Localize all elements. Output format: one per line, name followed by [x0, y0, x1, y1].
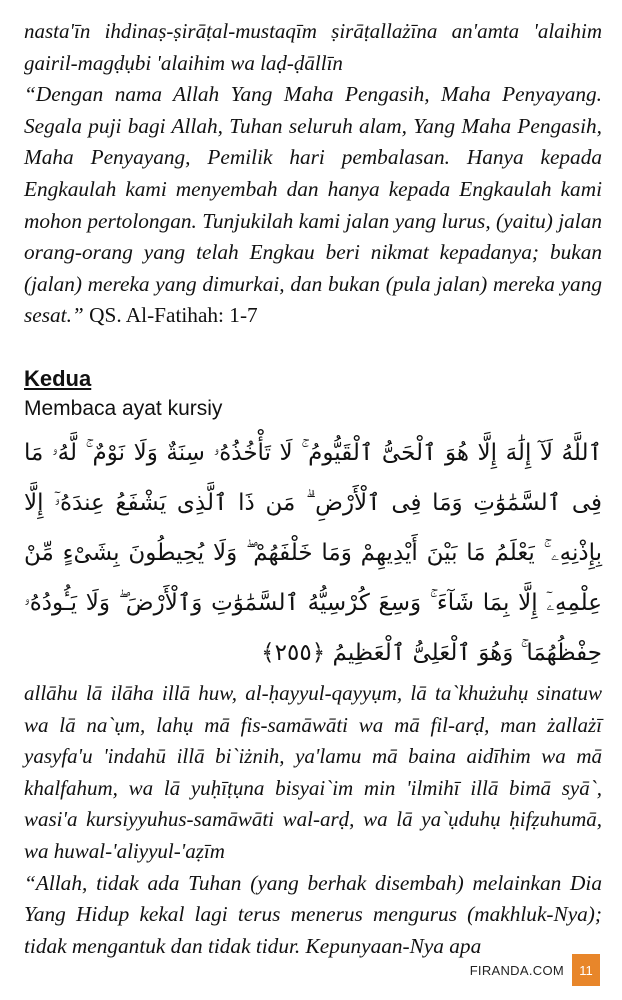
section-gap	[24, 332, 602, 364]
ayat-kursi-translation-start: “Allah, tidak ada Tuhan (yang berhak disembah) melainkan Dia Yang Hidup kekal lagi terus menerus mengurus (makhluk-Nya); tidak mengantuk dan tidak tidur. Kepunyaan-Nya apa	[24, 870, 602, 958]
page-footer	[470, 954, 600, 986]
fatihah-reference: QS. Al-Fatihah: 1-7	[89, 303, 258, 328]
ayat-kursi-transliteration: allāhu lā ilāha illā huw, al-ḥayyul-qayyụm, lā ta`khużuhụ sinatuw wa lā na`ụm, lahụ mā fis-samāwāti wa mā fil-arḍ, man żallażī yasyfa'u 'indahū illā bi`iżnih, ya'lamu mā baina aidīhim wa mā khalfahum, wa lā yuḥīṭụna bisyai`im min 'ilmihī illā bimā syā`, wasi'a kursiyyuhus-samāwāti wal-arḍ, wa lā ya`ụduhụ ḥifẓuhumā, wa huwal-'aliyyul-'aẓīm	[24, 680, 602, 863]
fatihah-translation	[24, 79, 602, 332]
section-subheading: Membaca ayat kursiy	[24, 396, 223, 420]
fatihah-transliteration-end: nasta'īn ihdinaṣ-ṣirāṭal-mustaqīm ṣirāṭallażīna an'amta 'alaihim gairil-magḍụbi 'alaihim wa laḍ-ḍāllīn	[24, 19, 602, 75]
footer-site-name: FIRANDA.COM	[469, 962, 564, 978]
ayat-kursi-arabic: ٱللَّهُ لَآ إِلَٰهَ إِلَّا هُوَ ٱلْحَىُّ ٱلْقَيُّومُ ۚ لَا تَأْخُذُهُۥ سِنَةٌ وَلَا نَوْمٌ ۚ لَّهُۥ مَا فِى ٱلسَّمَٰوَٰتِ وَمَا فِى ٱلْأَرْضِ ۗ مَن ذَا ٱلَّذِى يَشْفَعُ عِندَهُۥٓ إِلَّا بِإِذْنِهِۦ ۚ يَعْلَمُ مَا بَيْنَ أَيْدِيهِمْ وَمَا خَلْفَهُمْ ۖ وَلَا يُحِيطُونَ بِشَىْءٍ مِّنْ عِلْمِهِۦٓ إِلَّا بِمَا شَآءَ ۚ وَسِعَ كُرْسِيُّهُ ٱلسَّمَٰوَٰتِ وَٱلْأَرْضَ ۖ وَلَا يَـُٔودُهُۥ حِفْظُهُمَا ۚ وَهُوَ ٱلْعَلِىُّ ٱلْعَظِيمُ ﴿٢٥٥﴾	[24, 439, 602, 666]
fatihah-translation-text: “Dengan nama Allah Yang Maha Pengasih, Maha Penyayang. Segala puji bagi Allah, Tuhan seluruh alam, Yang Maha Pengasih, Maha Penyayang, Pemilik hari pembalasan. Hanya kepada Engkaulah kami menyembah dan hanya kepada Engkaulah kami mohon pertolongan. Tunjukilah kami jalan yang lurus, (yaitu) jalan orang-orang yang telah Engkau beri nikmat kepadanya; bukan (jalan) mereka yang dimurkai, dan bukan (pula jalan) mereka yang sesat.”	[24, 82, 602, 328]
page-content	[24, 16, 602, 962]
section-heading: Kedua	[24, 365, 92, 391]
page-number-badge: 11	[572, 954, 600, 986]
